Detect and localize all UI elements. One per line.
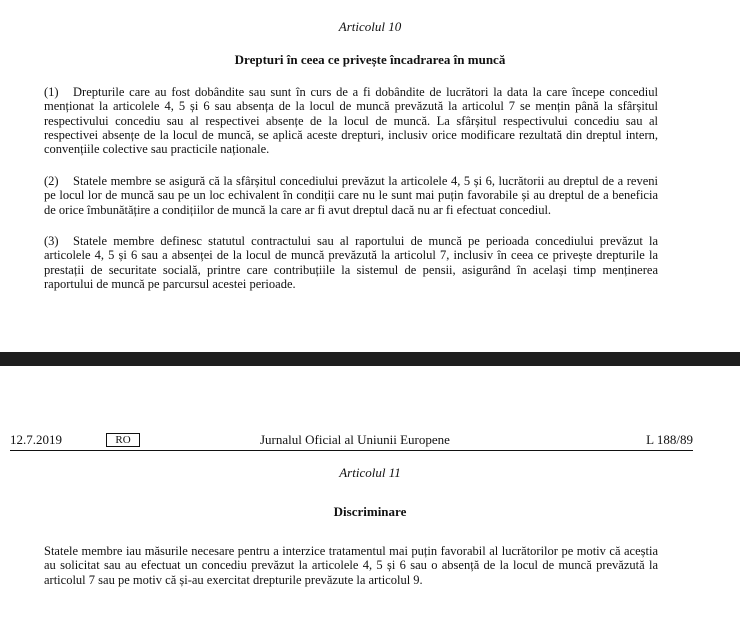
journal-title: Jurnalul Oficial al Uniunii Europene [260,432,450,447]
paragraph-number: (1) [44,85,59,99]
article-10-paragraph-1 [44,85,658,156]
article-11-title: Discriminare [333,504,407,519]
paragraph-number: (2) [44,174,59,188]
article-11-paragraph: Statele membre iau măsurile necesare pentru a interzice tratamentul mai puțin favorabil al lucrătorilor pe motiv că aceștia au solicitat sau au efectuat un concediu prevăzut la articolele 4, 5 și 6 sau o absență de la locul de muncă prevăzută la articolul 7 sau pe motiv că și-au exercitat drepturile prevăzute la articolul 9. [44,544,658,587]
paragraph-text: Statele membre definesc statutul contractului sau al raportului de muncă pe perioada concediului prevăzut la articolele 4, 5 și 6 sau a absenței de la locul de muncă prevăzută la articolul 7, inclusiv în ceea ce privește drepturile la prestații de securitate socială, printre care contribuțiile la sistemul de pensii, asigurând în același timp menținerea raportului de muncă pe parcursul acestei perioade. [44,234,658,291]
article-10-paragraph-2 [44,174,658,217]
paragraph-text: Statele membre se asigură că la sfârșitul concediului prevăzut la articolele 4, 5 și 6, lucrătorii au dreptul de a reveni pe locul lor de muncă sau pe un loc echivalent în condiții care nu le sunt mai puțin favorabile și au dreptul de a beneficia de orice îmbunătățire a condițiilor de muncă la care ar fi avut dreptul dacă nu ar fi efectuat concediul. [44,174,658,217]
article-10-title: Drepturi în ceea ce privește încadrarea în muncă [234,52,506,67]
language-badge: RO [106,433,140,447]
header-rule [10,450,693,451]
article-10-paragraph-3 [44,234,658,291]
paragraph-number: (3) [44,234,59,248]
journal-header [10,432,693,448]
paragraph-text: Drepturile care au fost dobândite sau sunt în curs de a fi dobândite de lucrători la data la care începe concediul menționat la articolele 4, 5 și 6 sau absența de la locul de muncă prevăzută la articolul 7 se mențin până la sfârșitul respectivului concediu sau al respectivei absențe de la locul de muncă. La sfârșitul respectivului concediu sau al respectivei absențe de la locul de muncă, se aplică aceste drepturi, inclusiv orice modificare rezultată din dreptul intern, convențiile colective sau practicile naționale. [44,85,658,157]
page-reference: L 188/89 [646,432,693,447]
page-divider [0,352,740,366]
header-date: 12.7.2019 [10,432,62,447]
article-10-number: Articolul 10 [338,19,402,34]
article-11-number: Articolul 11 [339,465,401,480]
